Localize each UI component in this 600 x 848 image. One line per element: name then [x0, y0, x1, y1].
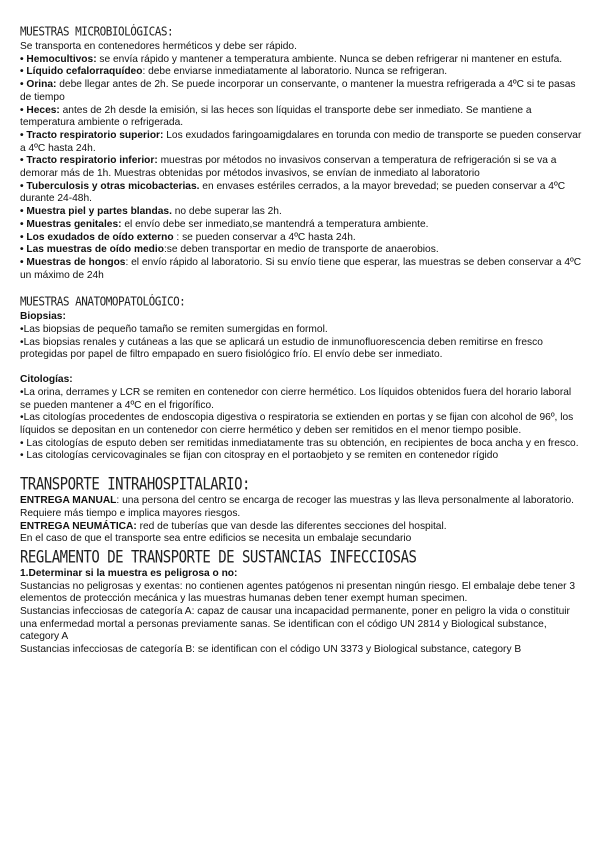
list-item: • Las citologías cervicovaginales se fijan con citospray en el portaobjeto y se remiten en contenedor rígido [20, 450, 499, 462]
list-item: • Las muestras de oído medio:se deben transportar en medio de transporte de anaerobios. [20, 244, 439, 256]
micro-intro: Se transporta en contenedores herméticos y debe ser rápido. [20, 41, 297, 52]
paragraph: Sustancias infecciosas de categoría B: se identifican con el código UN 3373 y Biological substance, category B [20, 644, 522, 656]
list-item: •La orina, derrames y LCR se remiten en contenedor con cierre hermético. Los líquidos obtenidos fuera del horario laboral se pueden mantener a 4ºC en el frigorífico. [20, 386, 572, 411]
section-title-microbiologicas: MUESTRAS MICROBIOLÓGICAS: [20, 24, 174, 39]
section-title-reglamento: REGLAMENTO DE TRANSPORTE DE SUSTANCIAS INFECCIOSAS [20, 547, 417, 568]
section-title-intrahospitalario: TRANSPORTE INTRAHOSPITALARIO: [20, 475, 250, 495]
list-item: • Orina: debe llegar antes de 2h. Se puede incorporar un conservante, o mantener la muestra refrigerada a 4ºC si te pasas de tiempo [20, 79, 576, 103]
list-item: • Muestras de hongos: el envío rápido al laboratorio. Si su envío tiene que esperar, las muestras se deben conservar a 4ºC un máximo de 24h [20, 256, 582, 281]
list-item: ENTREGA NEUMÁTICA: red de tuberías que van desde las diferentes secciones del hospital. [20, 520, 447, 532]
list-item: • Muestra piel y partes blandas. no debe superar las 2h. [20, 206, 282, 218]
list-item: •Las citologías procedentes de endoscopia digestiva o respiratoria se extienden en portas y se fijan con alcohol de 96º, los líquidos se depositan en un contenedor con cierre hermético y deben ser remitidos en el menor tiempo posible. [20, 412, 574, 436]
reglamento-step: 1.Determinar si la muestra es peligrosa o no: [20, 567, 238, 579]
list-item: •Las biopsias de pequeño tamaño se remiten sumergidas en formol. [20, 324, 328, 336]
paragraph: Sustancias no peligrosas y exentas: no contienen agentes patógenos ni presentan ningún riesgo. El embalaje debe tener 3 elementos de protección mecánica y las muestras humanas deben tener exempt human specimen. [20, 580, 576, 605]
list-item: • Las citologías de esputo deben ser remitidas inmediatamente tras su obtención, en recipientes de boca ancha y en fresco. [20, 437, 579, 449]
list-item: • Heces: antes de 2h desde la emisión, si las heces son líquidas el transporte debe ser inmediato. Se mantiene a temperatura ambiente o refrigerada. [20, 104, 532, 129]
list-item: • Los exudados de oído externo : se pueden conservar a 4ºC hasta 24h. [20, 231, 356, 243]
list-item: • Hemocultivos: se envía rápido y mantener a temperatura ambiente. Nunca se deben refrigerar ni mantener en estufa. [20, 53, 563, 65]
intra-note: En el caso de que el transporte sea entre edificios se necesita un embalaje secundario [20, 533, 412, 545]
biopsias-heading: Biopsias: [20, 311, 66, 323]
citologias-heading: Citologías: [20, 374, 73, 386]
list-item: • Tuberculosis y otras micobacterias. en envases estériles cerrados, a la mayor brevedad; se pueden conservar a 4ºC durante 24-48h. [20, 180, 566, 205]
list-item: •Las biopsias renales y cutáneas a las que se aplicará un estudio de inmunofluorescencia deben remitirse en fresco protegidas por papel de filtro empapado en suero fisiológico frío. El envío debe ser inmediato. [20, 336, 543, 361]
list-item: ENTREGA MANUAL: una persona del centro se encarga de recoger las muestras y las lleva personalmente al laboratorio. Requiere más tiempo e implica mayores riesgos. [20, 495, 574, 519]
paragraph: Sustancias infecciosas de categoría A: capaz de causar una incapacidad permanente, poner en peligro la vida o constituir una enfermedad mortal a personas previamente sanas. Se identifican con el código UN 2814 y Biological substance, category A [20, 606, 570, 643]
list-item: • Tracto respiratorio inferior: muestras por métodos no invasivos conservan a temperatura de refrigeración si se va a demorar más de 1h. Muestras obtenidas por métodos invasivos, se envían de inmediato al laboratorio [20, 155, 557, 180]
list-item: • Tracto respiratorio superior: Los exudados faringoamigdalares en torunda con medio de transporte se pueden conservar a 4ºC hasta 24h. [20, 129, 582, 154]
section-title-anatomopatologico: MUESTRAS ANATOMOPATOLÓGICO: [20, 294, 186, 310]
list-item: • Líquido cefalorraquídeo: debe enviarse inmediatamente al laboratorio. Nunca se refrigeran. [20, 66, 448, 78]
document-page [20, 24, 582, 657]
list-item: • Muestras genitales: el envío debe ser inmediato,se mantendrá a temperatura ambiente. [20, 218, 429, 230]
